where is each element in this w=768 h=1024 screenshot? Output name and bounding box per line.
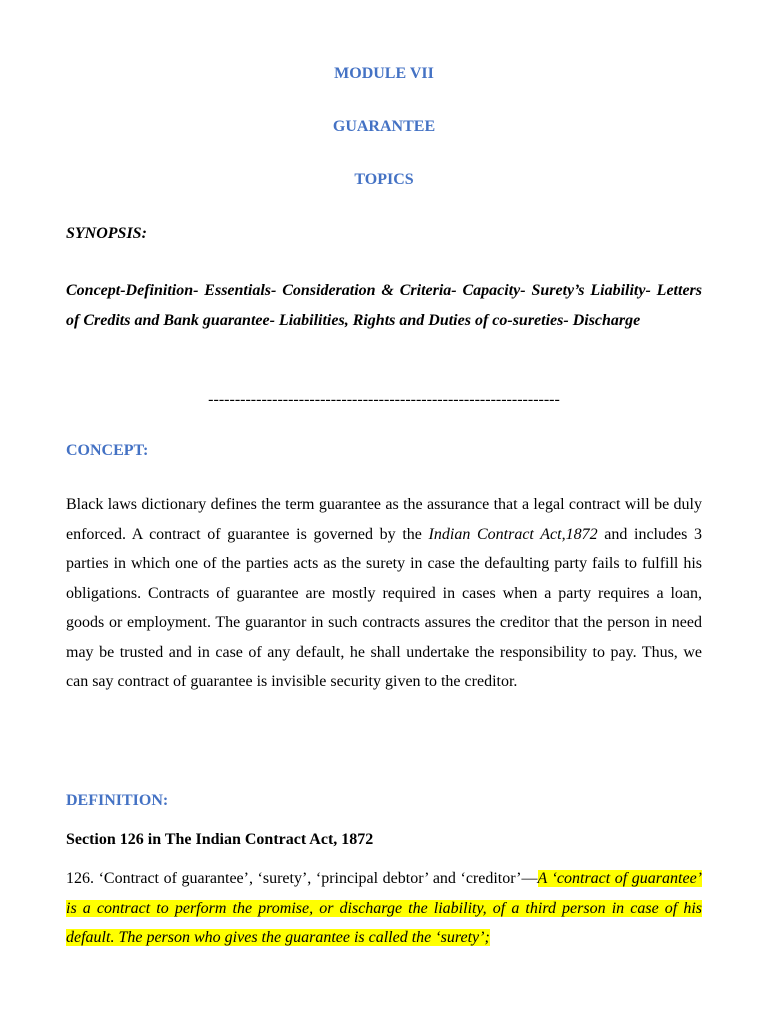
definition-heading: DEFINITION: [66, 792, 169, 809]
concept-heading: CONCEPT: [66, 442, 149, 459]
module-title: MODULE VII [334, 65, 434, 82]
separator-line: ------------------------------------------------------------------ [208, 391, 560, 408]
definition-paragraph [66, 864, 702, 953]
synopsis-text: Concept-Definition- Essentials- Consideration & Criteria- Capacity- Surety’s Liability- Letters of Credits and Bank guarantee- Liabilities, Rights and Duties of co-sureties- Discharge [66, 282, 702, 329]
concept-text-part-1: Black laws dictionary defines the term guarantee as the assurance that a legal contract will be duly enforced. A contract of guarantee is governed by the [66, 496, 702, 543]
topics-title: TOPICS [354, 171, 414, 188]
section-heading: Section 126 in The Indian Contract Act, 1872 [66, 831, 374, 848]
definition-plain-text: 126. ‘Contract of guarantee’, ‘surety’, ‘principal debtor’ and ‘creditor’— [66, 870, 538, 887]
concept-text-part-2: and includes 3 parties in which one of the parties acts as the surety in case the defaulting party fails to fulfill his obligations. Contracts of guarantee are mostly required in cases when a party requires a loan, goods or employment. The guarantor in such contracts assures the creditor that the person in need may be trusted and in case of any default, he shall undertake the responsibility to pay. Thus, we can say contract of guarantee is invisible security given to the creditor. [66, 525, 703, 690]
subject-title: GUARANTEE [332, 118, 436, 135]
synopsis-heading: SYNOPSIS: [66, 225, 147, 242]
concept-paragraph [66, 490, 702, 697]
definition-highlighted-text: A ‘contract of guarantee’ is a contract to perform the promise, or discharge the liability, of a third person in case of his default. The person who gives the guarantee is called the ‘surety’; [66, 870, 703, 946]
act-name: Indian Contract Act,1872 [428, 525, 598, 543]
